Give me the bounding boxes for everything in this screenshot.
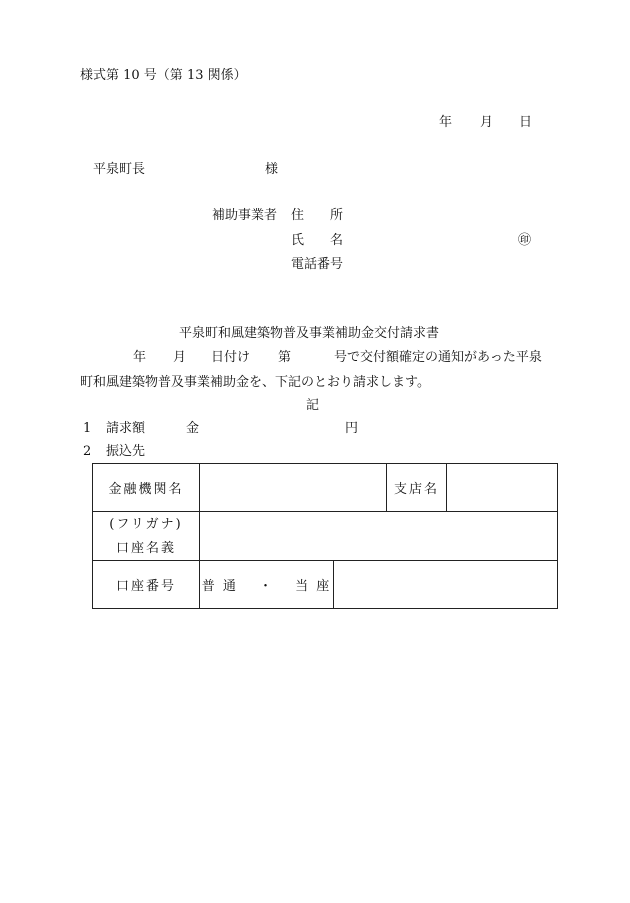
name-label: 氏 名 — [291, 233, 344, 248]
item2-label: 振込先 — [106, 444, 146, 459]
furigana-label: (フリガナ) — [109, 517, 183, 532]
branch-input[interactable] — [447, 464, 558, 512]
item1-number: 1 — [83, 421, 92, 436]
account-type-selector[interactable]: 普 通 ・ 当 座 — [200, 561, 334, 609]
ki-heading: 記 — [306, 398, 320, 413]
body-notice: 号で交付額確定の通知があった平泉 — [334, 350, 542, 365]
seal-mark: ㊞ — [518, 233, 532, 248]
date-year-label: 年 — [439, 115, 453, 130]
holder-label: 口座名義 — [115, 541, 176, 556]
holder-label-cell — [93, 512, 200, 561]
holder-input[interactable] — [200, 512, 558, 561]
institution-label: 金融機関名 — [93, 464, 200, 512]
account-number-input[interactable] — [334, 561, 558, 609]
item2-number: 2 — [83, 444, 92, 459]
form-number: 様式第 10 号（第 13 関係） — [80, 68, 247, 83]
item1-kin: 金 — [186, 421, 200, 436]
branch-label: 支店名 — [387, 464, 447, 512]
table-row — [93, 464, 558, 512]
addressee-name: 平泉町長 — [93, 162, 146, 177]
body-month: 月 — [173, 350, 187, 365]
body-dated: 日付け — [211, 350, 251, 365]
document-title: 平泉町和風建築物普及事業補助金交付請求書 — [179, 326, 440, 341]
table-row — [93, 561, 558, 609]
applicant-title: 補助事業者 — [212, 208, 278, 223]
item1-label: 請求額 — [106, 421, 146, 436]
body-year: 年 — [133, 350, 147, 365]
addressee-honorific: 様 — [265, 162, 279, 177]
date-month-label: 月 — [480, 115, 494, 130]
address-label: 住 所 — [291, 208, 344, 223]
date-day-label: 日 — [519, 115, 533, 130]
body-dai: 第 — [278, 350, 292, 365]
institution-input[interactable] — [200, 464, 387, 512]
body-line2: 町和風建築物普及事業補助金を、下記のとおり請求します。 — [80, 375, 430, 390]
number-label: 口座番号 — [93, 561, 200, 609]
bank-account-table — [92, 463, 558, 609]
phone-label: 電話番号 — [291, 257, 344, 272]
table-row — [93, 512, 558, 561]
item1-yen: 円 — [345, 421, 359, 436]
